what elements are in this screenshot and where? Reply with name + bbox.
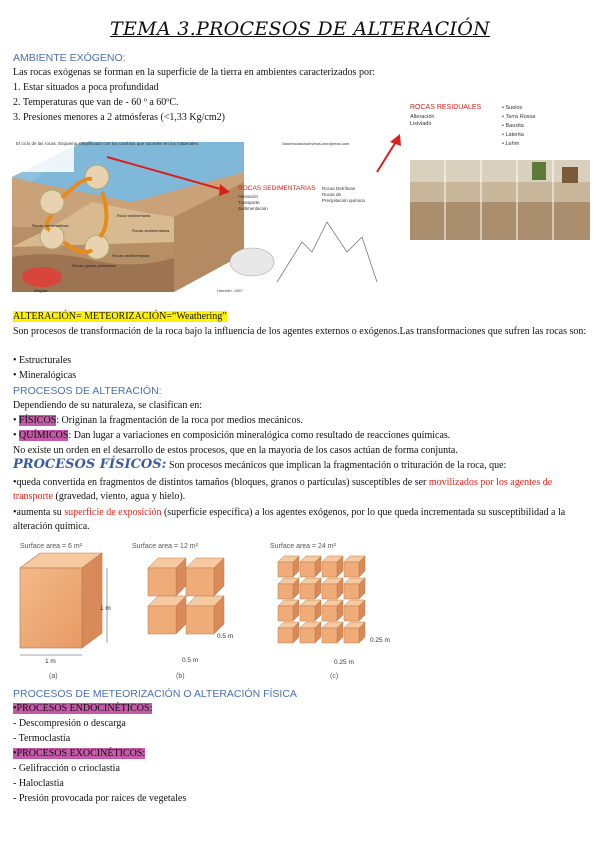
cube-b: [148, 558, 224, 634]
cube-face: [278, 606, 293, 621]
cube-b-dim-bottom: 0.5 m: [182, 657, 199, 664]
ambiente-item-1: 1. Estar situados a poca profundidad: [13, 82, 159, 93]
source-url: //lacienciasolodevinos.wordpress.com: [282, 141, 350, 146]
cube-a: [20, 553, 102, 648]
cube-face: [300, 606, 315, 621]
cube-face: [300, 628, 315, 643]
diagram-label-3: Rocas metamórficas: [32, 223, 69, 228]
cube-face: [322, 584, 337, 599]
svg-text:Alteración: Alteración: [238, 194, 259, 199]
cube-b-caption: (b): [176, 673, 185, 680]
cube-face: [148, 606, 176, 634]
rock-cycle-block-diagram: [12, 138, 244, 293]
cube-c-dim-side: 0.25 m: [370, 637, 390, 644]
svg-text:Rocas de: Rocas de: [322, 192, 342, 197]
residuales-title: ROCAS RESIDUALES: [410, 104, 482, 111]
exo-item-1: - Gelifracción o crioclastia: [13, 763, 120, 774]
endo-item-1: - Descompresión o descarga: [13, 718, 126, 729]
cube-c: [278, 556, 365, 643]
cube-c-caption: (c): [330, 673, 339, 680]
diagram-credit: Hamblin, 1987: [217, 288, 243, 293]
residuales-left: Alteración Lixiviado: [410, 114, 435, 127]
diagram-label-4: Rocas sedimentarias: [112, 253, 150, 258]
cube-face: [344, 584, 359, 599]
svg-text:Sedimentación: Sedimentación: [238, 206, 268, 211]
cube-a-area: Surface area = 6 m²: [20, 543, 83, 550]
cube-face: [186, 606, 214, 634]
cube-face: [148, 568, 176, 596]
diagram-label-6: Magma: [34, 288, 48, 293]
exo-item-2: - Haloclastia: [13, 778, 64, 789]
cube-face: [344, 562, 359, 577]
cube-face: [278, 584, 293, 599]
ambiente-item-3: 3. Presiones menores a 2 atmósferas (<1,33 Kg/cm2): [13, 112, 225, 123]
cube-face: [322, 606, 337, 621]
rocas-sedimentarias-box: [230, 185, 377, 282]
cube-b-area: Surface area = 12 m²: [132, 543, 198, 550]
procesos-quimicos: • QUÍMICOS: Dan lugar a variaciones en composición mineralógica como resultado de reacciones químicas.: [13, 430, 451, 441]
procesos-fisicos: • FÍSICOS: Originan la fragmentación de la roca por medios mecánicos.: [13, 415, 303, 426]
ambiente-intro: Las rocas exógenas se forman en la superficie de la tierra en ambientes caracterizados por:: [13, 67, 376, 78]
exo-heading: •PROCESOS EXOCINÉTICOS:: [13, 748, 146, 759]
cube-b-dim-side: 0.5 m: [217, 633, 234, 640]
procesos-heading: PROCESOS DE ALTERACIÓN:: [13, 385, 162, 397]
diagram-label-1: Roca sedimentaria: [117, 213, 151, 218]
cube-a-dim-bottom: 1 m: [45, 658, 56, 665]
exo-item-3: - Presión provocada por raíces de vegetales: [13, 793, 187, 804]
procesos-nota: No existe un orden en el desarrollo de estos procesos, que en la mayoría de los casos actúan de forma conjunta.: [13, 445, 458, 456]
cube-face: [278, 628, 293, 643]
alteracion-body: Son procesos de transformación de la roca bajo la influencia de los agentes externos o exógenos.Las transformaciones que sufren las rocas son:: [13, 326, 587, 337]
alteracion-heading: ALTERACIÓN= METEORIZACIÓN=“Weathering”: [13, 311, 227, 322]
endo-item-2: - Termoclastia: [13, 733, 71, 744]
residuales-right: • Suelos • Terra Rossa • Bauxita • Laterita • Lehm: [502, 105, 536, 147]
fisicos-intro: PROCESOS FÍSICOS: Son procesos mecánicos que implican la fragmentación o trituración de la roca, que:: [13, 457, 507, 472]
cube-face: [186, 568, 214, 596]
cube-c-area: Surface area = 24 m²: [270, 543, 336, 550]
cube-face: [300, 584, 315, 599]
cube-a-dim-side: 1 m: [100, 605, 111, 612]
fisicos-bullet-1: •queda convertida en fragmentos de distintos tamaños (bloques, granos o partículas) susceptibles de ser movilizados por los agentes de transporte (gravedad, viento, agua y hielo).: [13, 477, 553, 502]
soil-profiles: [410, 160, 590, 240]
block-caption: El ciclo de las rocas. Esquema simplificado con los cambios que suceden en los materiales.: [16, 141, 200, 146]
rock-cycle-figure: [12, 132, 590, 300]
cube-face: [322, 562, 337, 577]
meteorizacion-heading: PROCESOS DE METEORIZACIÓN O ALTERACIÓN FÍSICA: [13, 688, 297, 700]
ambiente-item-2: 2. Temperaturas que van de - 60 º a 60ºC.: [13, 97, 179, 108]
svg-text:Transporte: Transporte: [238, 200, 260, 205]
diagram-label-5: Rocas ígneas plutónicas: [72, 263, 116, 268]
cube-face: [344, 606, 359, 621]
cube-face: [344, 628, 359, 643]
diagram-label-2: Rocas sedimentarias: [132, 228, 170, 233]
fisicos-bullet-2: •aumenta su superficie de exposición (superficie específica) a los agentes exógenos, por lo que queda incrementada su susceptibilidad a la alteración química.: [13, 507, 566, 532]
sedimentarias-title: ROCAS SEDIMENTARIAS: [238, 185, 316, 192]
cube-c-dim-bottom: 0.25 m: [334, 659, 354, 666]
alteracion-item-1: • Estructurales: [13, 355, 72, 366]
cube-face: [300, 562, 315, 577]
alteracion-item-2: • Mineralógicas: [13, 370, 77, 381]
page-title: TEMA 3.PROCESOS DE ALTERACIÓN: [109, 18, 491, 40]
procesos-intro: Dependiendo de su naturaleza, se clasifican en:: [13, 400, 203, 411]
cube-a-caption: (a): [49, 673, 58, 680]
cube-face: [278, 562, 293, 577]
svg-text:Precipitación química: Precipitación química: [322, 198, 365, 203]
surface-area-cubes-figure: [12, 538, 392, 683]
svg-text:Rocas Detríticas: Rocas Detríticas: [322, 186, 356, 191]
section-heading-ambiente: AMBIENTE EXÓGENO:: [13, 52, 126, 64]
cube-face: [322, 628, 337, 643]
endo-heading: •PROCESOS ENDOCINÉTICOS:: [13, 703, 153, 714]
